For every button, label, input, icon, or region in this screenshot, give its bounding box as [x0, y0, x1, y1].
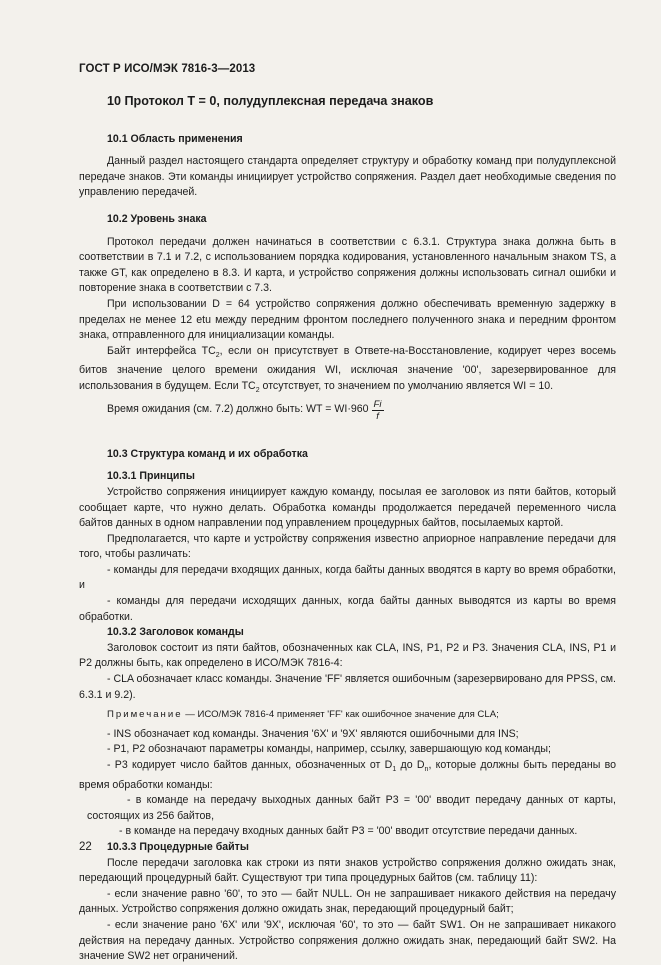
paragraph-10-3-2-1: Заголовок состоит из пяти байтов, обозначенных как CLA, INS, P1, P2 и P3. Значения CLA, INS, P1 и P2 должны быть, как определено в ИСО/МЭК 7816-4: [79, 641, 616, 670]
paragraph-10-2-1: Протокол передачи должен начинаться в соответствии с 6.3.1. Структура знака должна быть в соответствии в 7.1 и 7.2, с использованием порядка кодирования, установленного начальным знаком TS, а также GT, как определено в 8.3. И карта, и устройство сопряжения должны использовать сигнал ошибки и повторение знака в соответствии с 7.3. [79, 235, 616, 295]
paragraph-10-1: Данный раздел настоящего стандарта определяет структуру и обработку команд при полудуплексной передаче знаков. Эти команды инициирует устройство сопряжения. Раздел дает необходимые сведения по управлению передачей. [79, 155, 616, 199]
formula-fraction: $\frac{Fi}{f}$ [373, 398, 382, 422]
section-title: 10 Протокол Т = 0, полудуплексная передача знаков [107, 94, 434, 108]
heading-10-2: 10.2 Уровень знака [107, 212, 207, 225]
sub-list-item: - в команде на передачу выходных данных байт P3 = '00' вводит передачу данных от карты, состоящих из 256 байтов, [87, 794, 616, 822]
list-item: - если значение равно '60', то это — байт NULL. Он не запрашивает никакого действия на передачу данных. Устройство сопряжения должно ожидать знак, передающий процедурный байт; [79, 887, 616, 916]
standard-header: ГОСТ Р ИСО/МЭК 7816-3—2013 [79, 63, 256, 75]
document-body [79, 90, 616, 965]
heading-10-3-1: 10.3.1 Принципы [107, 470, 195, 483]
paragraph-10-3-3-1: После передачи заголовка как строки из пяти знаков устройство сопряжения должно ожидать знак, передающий процедурный байт. Существуют три типа процедурных байтов (см. таблицу 11): [79, 856, 616, 885]
heading-10-1: 10.1 Область применения [107, 132, 243, 145]
paragraph-10-3-1-1: Устройство сопряжения инициирует каждую команду, посылая ее заголовок из пяти байтов, который сообщает карте, что нужно делать. Обработка команды продолжается передачей переменного числа байтов данных в одном направлении под управлением процедурных байтов, посылаемых картой. [79, 485, 616, 530]
list-item: - INS обозначает код команды. Значения '6X' и '9X' являются ошибочными для INS; [107, 727, 519, 740]
list-item: - команды для передачи исходящих данных, когда байты данных выводятся из карты во время обработки. [79, 595, 616, 623]
sub-list-item: - в команде на передачу входных данных байт P3 = '00' вводит отсутствие передачи данных. [119, 825, 578, 838]
waiting-time-formula: Время ожидания (см. 7.2) должно быть: WT = WI·960 $\frac{Fi}{f}$ [107, 398, 382, 422]
paragraph-10-2-3: Байт интерфейса $TC_2$, если он присутствует в Ответе-на-Восстановление, кодирует через восемь битов значение целого времени ожидания WI, исключая значение '00', зарезервированное для использования в будущем. Если $TC_2$ отсутствует, то значением по умолчанию является WI = 10. [79, 344, 616, 395]
heading-10-3-3: 10.3.3 Процедурные байты [107, 841, 249, 854]
page-number: 22 [79, 841, 92, 853]
paragraph-10-3-1-2: Предполагается, что карте и устройству сопряжения известно априорное направление передачи для того, чтобы различать: [79, 532, 616, 561]
list-item: - команды для передачи входящих данных, когда байты данных вводятся в карту во время обработки, и [79, 563, 616, 592]
list-item: - если значение рано '6X' или '9X', исключая '60', то это — байт SW1. Он не запрашивает никакого действия на передачу данных. Устройство сопряжения должно ожидать знак, передающий байт SW2. На значение SW2 нет ограничений. [79, 919, 616, 963]
paragraph-10-2-2: При использовании D = 64 устройство сопряжения должно обеспечивать временную задержку в пределах не менее 12 etu между передним фронтом последнего полученного знака и передним фронтом знака, отправленного для инициализации команды. [79, 297, 616, 342]
list-item: - P3 кодирует число байтов данных, обозначенных от $D_1$ до $D_n$, которые должны быть переданы во время обработки команды: [79, 759, 616, 791]
list-item: - P1, P2 обозначают параметры команды, например, ссылку, завершающую код команды; [107, 743, 551, 756]
note: Примечание — ИСО/МЭК 7816-4 применяет 'FF' как ошибочное значение для CLA; [107, 709, 499, 721]
heading-10-3-2: 10.3.2 Заголовок команды [107, 626, 244, 639]
list-item: - CLA обозначает класс команды. Значение 'FF' является ошибочным (зарезервировано для PPSS, см. 6.3.1 и 9.2). [79, 673, 616, 701]
heading-10-3: 10.3 Структура команд и их обработка [107, 447, 308, 460]
